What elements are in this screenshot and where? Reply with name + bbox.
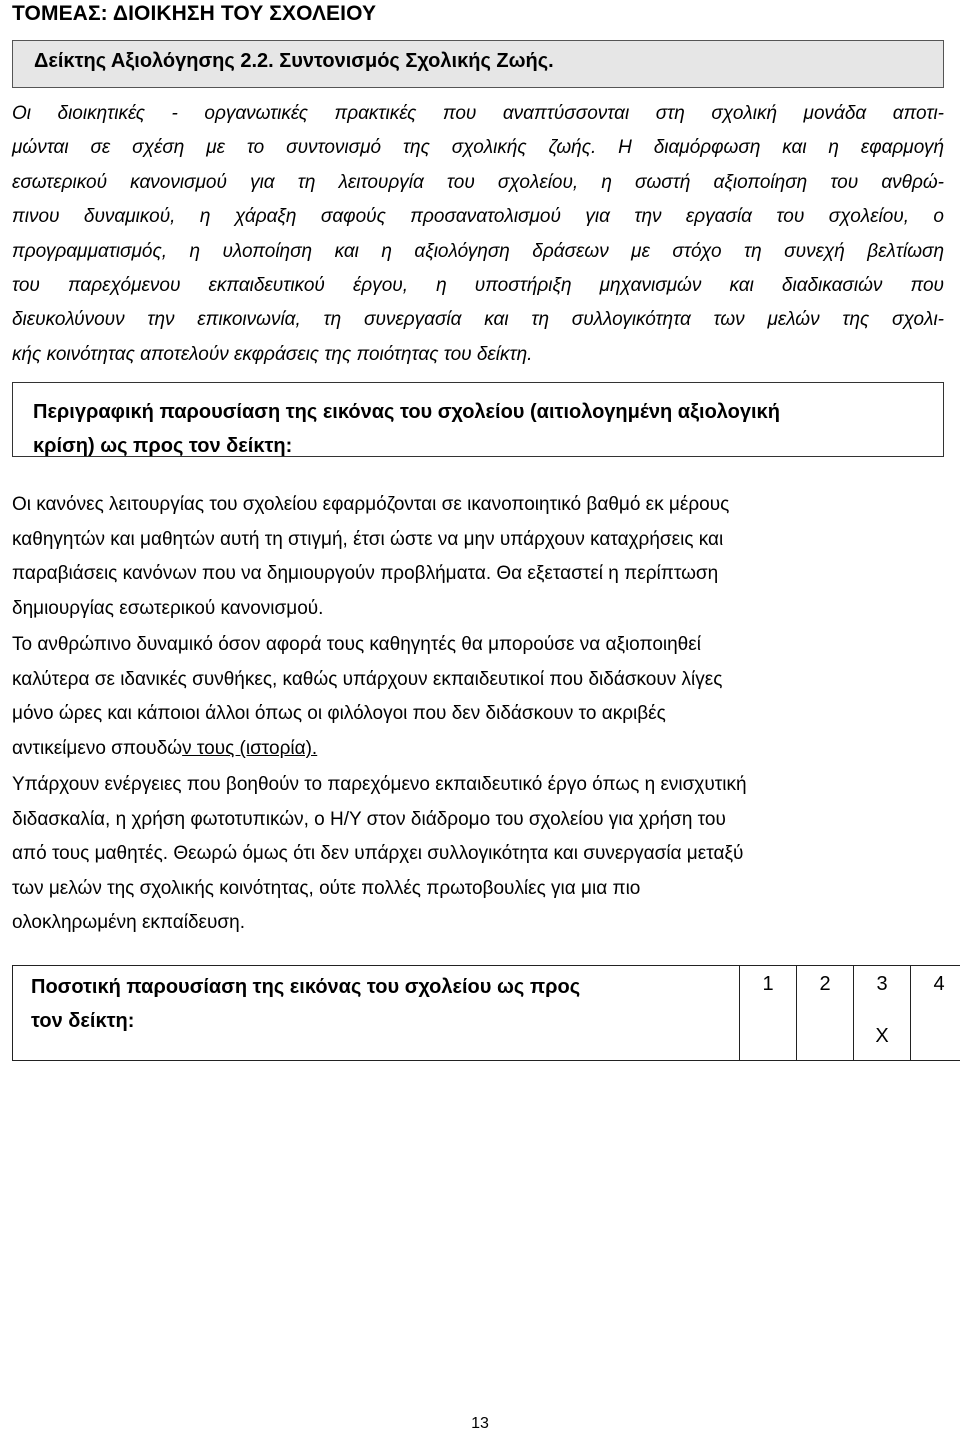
indicator-intro-text (12, 97, 944, 372)
paragraph-line: καθηγητών και μαθητών αυτή τη στιγμή, έτσι ώστε να μην υπάρχουν καταχρήσεις και (12, 528, 724, 550)
intro-line: πινου δυναμικού, η χάραξη σαφούς προσανατολισμού για την εργασία του σχολείου, ο (12, 206, 944, 228)
score-cell-1 (740, 966, 797, 1061)
paragraph-rules (12, 488, 944, 626)
paragraph-human-resources (12, 628, 944, 766)
score-cell-4 (911, 966, 960, 1061)
score-cell-3 (854, 966, 911, 1061)
page-number: 13 (471, 1415, 489, 1432)
indicator-title-box (12, 40, 944, 88)
quantitative-label-line: Ποσοτική παρουσίαση της εικόνας του σχολείου ως προς (31, 976, 581, 998)
paragraph-line: των μελών της σχολικής κοινότητας, ούτε πολλές πρωτοβουλίες για μια πιο (12, 877, 641, 899)
paragraph-line: Το ανθρώπινο δυναμικό όσον αφορά τους καθηγητές θα μπορούσε να αξιοποιηθεί (12, 634, 701, 655)
score-label: 4 (933, 973, 945, 995)
quantitative-rating-table (12, 965, 960, 1061)
underlined-text: ν τους (ιστορία). (182, 737, 318, 759)
descriptive-heading-line: Περιγραφική παρουσίαση της εικόνας του σχολείου (αιτιολογημένη αξιολογική (33, 401, 780, 423)
score-label: 1 (762, 973, 774, 995)
intro-line: διευκολύνουν την επικοινωνία, τη συνεργασία και τη συλλογικότητα των μελών της σχολι- (12, 309, 944, 331)
paragraph-line: διδασκαλία, η χρήση φωτοτυπικών, ο Η/Υ στον διάδρομο του σχολείου για χρήση του (12, 808, 726, 830)
paragraph-line: Οι κανόνες λειτουργίας του σχολείου εφαρμόζονται σε ικανοποιητικό βαθμό εκ μέρους (12, 494, 730, 515)
quantitative-label-cell (13, 966, 740, 1061)
intro-line: Οι διοικητικές - οργανωτικές πρακτικές που αναπτύσσονται στη σχολική μονάδα αποτι- (12, 103, 944, 124)
paragraph-initiatives (12, 768, 944, 941)
paragraph-line: δημιουργίας εσωτερικού κανονισμού. (12, 597, 324, 619)
quantitative-label-line: τον δείκτη: (31, 1010, 135, 1032)
intro-line: προγραμματισμός, η υλοποίηση και η αξιολόγηση δράσεων με στόχο τη συνεχή βελτίωση (12, 240, 944, 262)
descriptive-heading-box (12, 382, 944, 457)
paragraph-line: ολοκληρωμένη εκπαίδευση. (12, 912, 245, 934)
paragraph-line: από τους μαθητές. Θεωρώ όμως ότι δεν υπάρχει συλλογικότητα και συνεργασία μεταξύ (12, 843, 744, 865)
indicator-title: Δείκτης Αξιολόγησης 2.2. Συντονισμός Σχολικής Ζωής. (34, 50, 554, 72)
paragraph-line (12, 732, 944, 767)
intro-line: μώνται σε σχέση με το συντονισμό της σχολικής ζωής. Η διαμόρφωση και η εφαρμογή (12, 137, 944, 159)
score-label: 2 (819, 973, 831, 995)
paragraph-text: αντικείμενο σπουδώ (12, 737, 183, 759)
intro-line: κής κοινότητας αποτελούν εκφράσεις της ποιότητας του δείκτη. (12, 343, 533, 365)
score-label: 3 (876, 973, 888, 995)
score-cell-2 (797, 966, 854, 1061)
paragraph-line: καλύτερα σε ιδανικές συνθήκες, καθώς υπάρχουν εκπαιδευτικοί που διδάσκουν λίγες (12, 668, 723, 690)
intro-line: του παρεχόμενου εκπαιδευτικού έργου, η υποστήριξη μηχανισμών και διαδικασιών που (12, 274, 944, 296)
paragraph-line: μόνο ώρες και κάποιοι άλλοι όπως οι φιλόλογοι που δεν διδάσκουν το ακριβές (12, 703, 666, 725)
score-mark: X (875, 1025, 889, 1047)
sector-title: ΤΟΜΕΑΣ: ΔΙΟΙΚΗΣΗ ΤΟΥ ΣΧΟΛΕΙΟΥ (12, 2, 377, 25)
rating-row (13, 966, 960, 1061)
intro-line: εσωτερικού κανονισμού για τη λειτουργία του σχολείου, η σωστή αξιοποίηση του ανθρώ- (12, 171, 944, 193)
paragraph-line: παραβιάσεις κανόνων που να δημιουργούν προβλήματα. Θα εξεταστεί η περίπτωση (12, 563, 719, 585)
descriptive-heading-line: κρίση) ως προς τον δείκτη: (33, 435, 293, 457)
paragraph-line: Υπάρχουν ενέργειες που βοηθούν το παρεχόμενο εκπαιδευτικό έργο όπως η ενισχυτική (12, 774, 747, 795)
